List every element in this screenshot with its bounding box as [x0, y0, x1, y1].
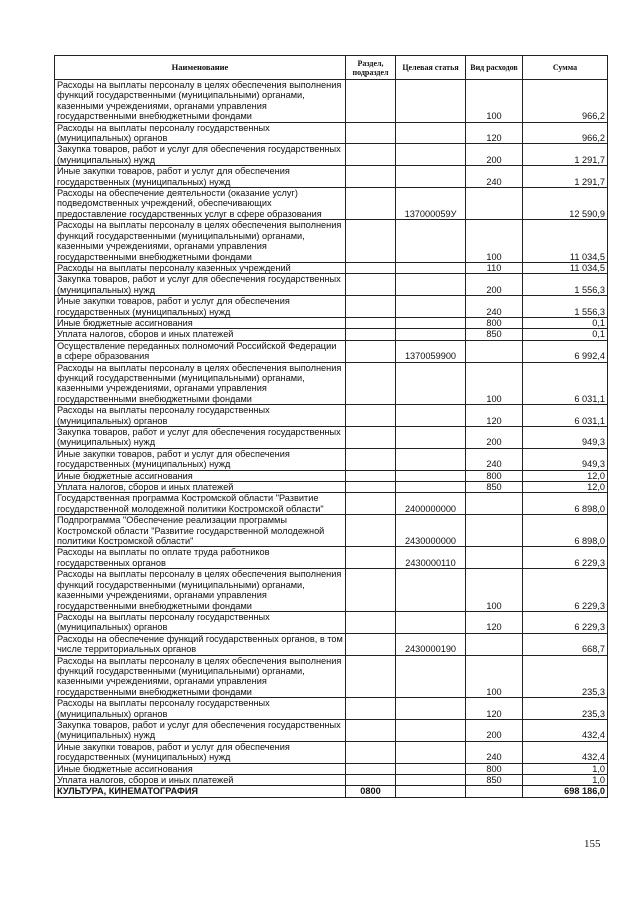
cell-name: Иные закупки товаров, работ и услуг для обеспечения государственных (муниципальных) нужд — [55, 741, 346, 763]
cell-section — [346, 362, 396, 405]
table-row — [55, 122, 608, 144]
cell-target: 137000059У — [396, 188, 466, 220]
cell-kind — [466, 493, 523, 515]
total-row — [55, 786, 608, 797]
cell-target — [396, 296, 466, 318]
cell-name: Уплата налогов, сборов и иных платежей — [55, 329, 346, 340]
cell-target — [396, 719, 466, 741]
cell-kind: 850 — [466, 329, 523, 340]
cell-name: Иные бюджетные ассигнования — [55, 470, 346, 481]
cell-target — [396, 698, 466, 720]
cell-section — [346, 741, 396, 763]
cell-section — [346, 188, 396, 220]
cell-target — [396, 427, 466, 449]
cell-kind: 100 — [466, 362, 523, 405]
cell-target — [396, 775, 466, 786]
cell-section — [346, 482, 396, 493]
cell-sum: 966,2 — [523, 80, 608, 123]
cell-kind: 200 — [466, 719, 523, 741]
header-sum: Сумма — [523, 56, 608, 80]
cell-sum: 1 556,3 — [523, 296, 608, 318]
cell-target: 2430000110 — [396, 547, 466, 569]
cell-sum: 668,7 — [523, 633, 608, 655]
cell-section — [346, 470, 396, 481]
cell-kind: 100 — [466, 569, 523, 612]
table-row — [55, 482, 608, 493]
cell-name: Закупка товаров, работ и услуг для обеспечения государственных (муниципальных) нужд — [55, 427, 346, 449]
cell-target — [396, 220, 466, 263]
cell-section — [346, 775, 396, 786]
cell-name: Расходы на выплаты персоналу государственных (муниципальных) органов — [55, 611, 346, 633]
cell-kind: 200 — [466, 274, 523, 296]
cell-section — [346, 296, 396, 318]
cell-section — [346, 763, 396, 774]
table-row — [55, 493, 608, 515]
cell-name: Расходы на выплаты персоналу в целях обеспечения выполнения функций государственными (муниципальными) органами, казенными учреждениями, органами управления государственными внебюджетными фондами — [55, 80, 346, 123]
cell-section — [346, 633, 396, 655]
cell-name: Иные закупки товаров, работ и услуг для обеспечения государственных (муниципальных) нужд — [55, 296, 346, 318]
cell-section — [346, 166, 396, 188]
table-row — [55, 274, 608, 296]
cell-name: Расходы на выплаты персоналу в целях обеспечения выполнения функций государственными (муниципальными) органами, казенными учреждениями, органами управления государственными внебюджетными фондами — [55, 220, 346, 263]
cell-target — [396, 611, 466, 633]
cell-section — [346, 144, 396, 166]
cell-name: Осуществление переданных полномочий Российской Федерации в сфере образования — [55, 340, 346, 362]
cell-section — [346, 719, 396, 741]
cell-kind: 100 — [466, 220, 523, 263]
cell-target — [396, 786, 466, 797]
cell-sum: 966,2 — [523, 122, 608, 144]
cell-sum: 6 898,0 — [523, 515, 608, 547]
cell-target — [396, 405, 466, 427]
table-row — [55, 427, 608, 449]
cell-section — [346, 274, 396, 296]
cell-name: Подпрограмма "Обеспечение реализации программы Костромской области "Развитие государственной молодежной политики Костромской области" — [55, 515, 346, 547]
cell-name: Расходы на выплаты персоналу государственных (муниципальных) органов — [55, 405, 346, 427]
header-target: Целевая статья — [396, 56, 466, 80]
cell-sum: 698 186,0 — [523, 786, 608, 797]
table-row — [55, 611, 608, 633]
cell-kind — [466, 786, 523, 797]
cell-sum: 6 229,3 — [523, 611, 608, 633]
cell-sum: 1 291,7 — [523, 166, 608, 188]
cell-sum: 11 034,5 — [523, 262, 608, 273]
cell-sum: 0,1 — [523, 317, 608, 328]
cell-name: Расходы на выплаты по оплате труда работников государственных органов — [55, 547, 346, 569]
cell-name: Расходы на выплаты персоналу в целях обеспечения выполнения функций государственными (муниципальными) органами, казенными учреждениями, органами управления государственными внебюджетными фондами — [55, 362, 346, 405]
table-row — [55, 188, 608, 220]
table-row — [55, 329, 608, 340]
cell-section — [346, 317, 396, 328]
cell-kind — [466, 188, 523, 220]
cell-kind: 120 — [466, 611, 523, 633]
cell-sum: 12,0 — [523, 482, 608, 493]
cell-target — [396, 262, 466, 273]
cell-target: 2430000190 — [396, 633, 466, 655]
cell-target — [396, 482, 466, 493]
table-row — [55, 470, 608, 481]
cell-name: КУЛЬТУРА, КИНЕМАТОГРАФИЯ — [55, 786, 346, 797]
cell-sum: 235,3 — [523, 698, 608, 720]
table-row — [55, 569, 608, 612]
cell-name: Государственная программа Костромской области "Развитие государственной молодежной политики Костромской области" — [55, 493, 346, 515]
cell-name: Расходы на обеспечение деятельности (оказание услуг) подведомственных учреждений, обеспечивающих предоставление государственных услуг в сфере образования — [55, 188, 346, 220]
cell-section — [346, 515, 396, 547]
cell-kind: 200 — [466, 144, 523, 166]
cell-sum: 949,3 — [523, 448, 608, 470]
header-section: Раздел, подраздел — [346, 56, 396, 80]
table-row — [55, 80, 608, 123]
cell-sum: 0,1 — [523, 329, 608, 340]
cell-target — [396, 569, 466, 612]
cell-name: Расходы на выплаты персоналу в целях обеспечения выполнения функций государственными (муниципальными) органами, казенными учреждениями, органами управления государственными внебюджетными фондами — [55, 655, 346, 698]
cell-sum: 432,4 — [523, 719, 608, 741]
cell-name: Закупка товаров, работ и услуг для обеспечения государственных (муниципальных) нужд — [55, 274, 346, 296]
table-row — [55, 166, 608, 188]
table-row — [55, 144, 608, 166]
cell-target — [396, 144, 466, 166]
cell-sum: 6 031,1 — [523, 405, 608, 427]
cell-kind — [466, 340, 523, 362]
table-row — [55, 317, 608, 328]
table-row — [55, 763, 608, 774]
cell-sum: 1 556,3 — [523, 274, 608, 296]
table-row — [55, 547, 608, 569]
cell-section — [346, 262, 396, 273]
cell-target — [396, 274, 466, 296]
table-row — [55, 340, 608, 362]
cell-name: Расходы на выплаты персоналу в целях обеспечения выполнения функций государственными (муниципальными) органами, казенными учреждениями, органами управления государственными внебюджетными фондами — [55, 569, 346, 612]
cell-target — [396, 655, 466, 698]
cell-kind: 120 — [466, 405, 523, 427]
table-row — [55, 741, 608, 763]
page-number: 155 — [584, 838, 601, 850]
cell-target — [396, 317, 466, 328]
cell-kind: 120 — [466, 698, 523, 720]
cell-sum: 6 229,3 — [523, 569, 608, 612]
cell-sum: 6 229,3 — [523, 547, 608, 569]
cell-target: 1370059900 — [396, 340, 466, 362]
budget-table — [54, 55, 608, 798]
cell-kind: 240 — [466, 296, 523, 318]
table-row — [55, 405, 608, 427]
table-row — [55, 220, 608, 263]
cell-target — [396, 470, 466, 481]
cell-name: Расходы на выплаты персоналу государственных (муниципальных) органов — [55, 698, 346, 720]
table-row — [55, 362, 608, 405]
cell-name: Иные бюджетные ассигнования — [55, 317, 346, 328]
cell-kind: 240 — [466, 741, 523, 763]
cell-target: 2400000000 — [396, 493, 466, 515]
cell-section — [346, 122, 396, 144]
cell-section — [346, 329, 396, 340]
cell-sum: 1,0 — [523, 775, 608, 786]
cell-target — [396, 329, 466, 340]
cell-name: Иные закупки товаров, работ и услуг для обеспечения государственных (муниципальных) нужд — [55, 448, 346, 470]
table-header-row — [55, 56, 608, 80]
cell-kind: 100 — [466, 80, 523, 123]
cell-target — [396, 80, 466, 123]
cell-kind: 800 — [466, 763, 523, 774]
header-name: Наименование — [55, 56, 346, 80]
table-row — [55, 515, 608, 547]
cell-section — [346, 655, 396, 698]
cell-sum: 12 590,9 — [523, 188, 608, 220]
cell-sum: 1,0 — [523, 763, 608, 774]
cell-target — [396, 362, 466, 405]
cell-sum: 1 291,7 — [523, 144, 608, 166]
cell-section — [346, 493, 396, 515]
table-row — [55, 719, 608, 741]
cell-kind: 240 — [466, 166, 523, 188]
cell-section — [346, 340, 396, 362]
table-row — [55, 448, 608, 470]
cell-sum: 11 034,5 — [523, 220, 608, 263]
cell-sum: 12,0 — [523, 470, 608, 481]
table-row — [55, 262, 608, 273]
cell-name: Расходы на обеспечение функций государственных органов, в том числе территориальных органов — [55, 633, 346, 655]
cell-target — [396, 741, 466, 763]
cell-target: 2430000000 — [396, 515, 466, 547]
cell-sum: 235,3 — [523, 655, 608, 698]
cell-section — [346, 698, 396, 720]
cell-kind — [466, 515, 523, 547]
cell-section — [346, 547, 396, 569]
cell-target — [396, 448, 466, 470]
cell-kind — [466, 633, 523, 655]
cell-sum: 6 031,1 — [523, 362, 608, 405]
cell-section — [346, 569, 396, 612]
table-row — [55, 633, 608, 655]
table-row — [55, 655, 608, 698]
cell-name: Иные закупки товаров, работ и услуг для обеспечения государственных (муниципальных) нужд — [55, 166, 346, 188]
cell-section — [346, 220, 396, 263]
cell-target — [396, 763, 466, 774]
cell-kind: 850 — [466, 482, 523, 493]
cell-sum: 432,4 — [523, 741, 608, 763]
cell-kind: 240 — [466, 448, 523, 470]
cell-name: Закупка товаров, работ и услуг для обеспечения государственных (муниципальных) нужд — [55, 719, 346, 741]
cell-name: Расходы на выплаты персоналу государственных (муниципальных) органов — [55, 122, 346, 144]
cell-section — [346, 611, 396, 633]
cell-kind: 100 — [466, 655, 523, 698]
cell-target — [396, 122, 466, 144]
cell-kind: 120 — [466, 122, 523, 144]
cell-kind — [466, 547, 523, 569]
cell-kind: 800 — [466, 470, 523, 481]
cell-name: Закупка товаров, работ и услуг для обеспечения государственных (муниципальных) нужд — [55, 144, 346, 166]
cell-section: 0800 — [346, 786, 396, 797]
cell-kind: 200 — [466, 427, 523, 449]
cell-kind: 800 — [466, 317, 523, 328]
cell-name: Уплата налогов, сборов и иных платежей — [55, 775, 346, 786]
table-row — [55, 296, 608, 318]
table-row — [55, 775, 608, 786]
cell-kind: 850 — [466, 775, 523, 786]
cell-section — [346, 427, 396, 449]
cell-kind: 110 — [466, 262, 523, 273]
cell-section — [346, 80, 396, 123]
cell-section — [346, 448, 396, 470]
cell-name: Уплата налогов, сборов и иных платежей — [55, 482, 346, 493]
cell-name: Расходы на выплаты персоналу казенных учреждений — [55, 262, 346, 273]
header-kind: Вид расходов — [466, 56, 523, 80]
cell-name: Иные бюджетные ассигнования — [55, 763, 346, 774]
cell-sum: 6 898,0 — [523, 493, 608, 515]
table-row — [55, 698, 608, 720]
cell-section — [346, 405, 396, 427]
cell-target — [396, 166, 466, 188]
cell-sum: 6 992,4 — [523, 340, 608, 362]
cell-sum: 949,3 — [523, 427, 608, 449]
